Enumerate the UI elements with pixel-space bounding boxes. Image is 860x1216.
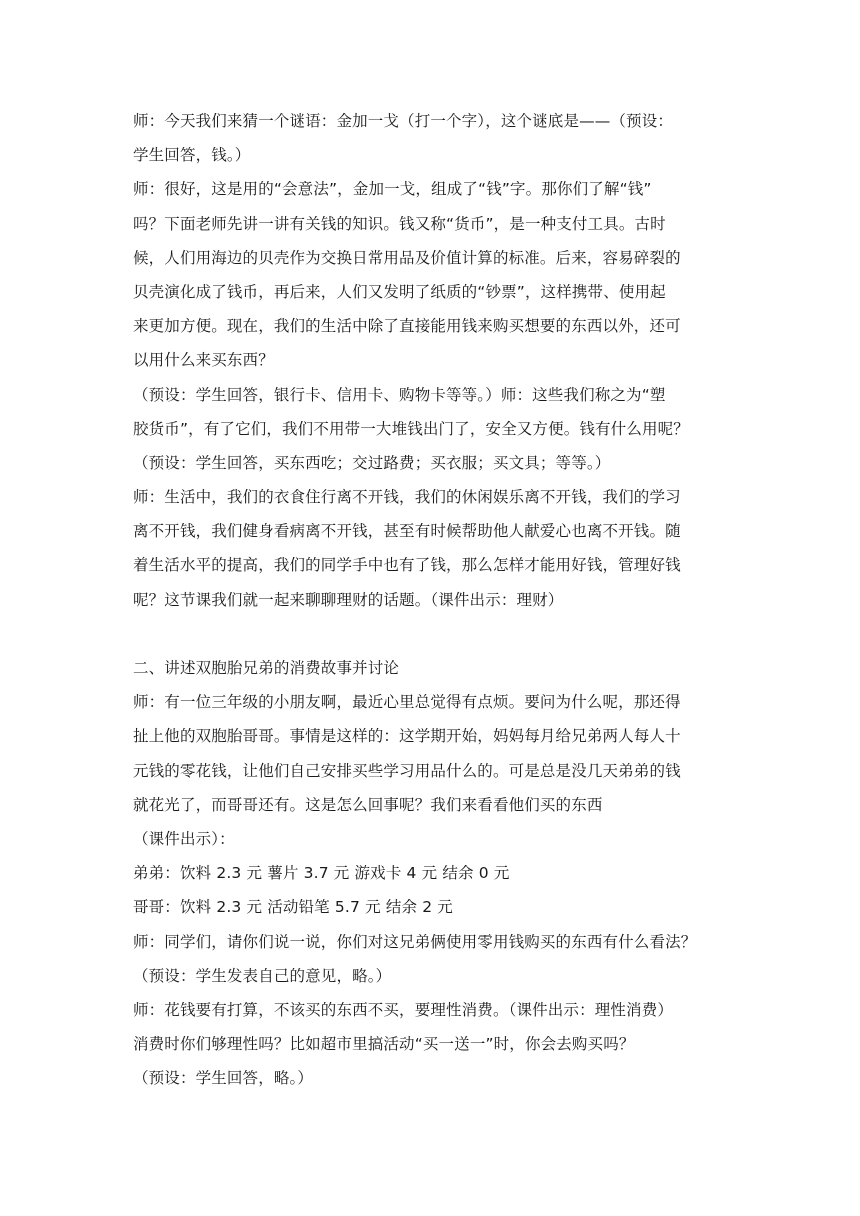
paragraph-line: 师：很好，这是用的“会意法”，金加一戈，组成了“钱”字。那你们了解“钱” <box>133 180 652 199</box>
paragraph-line: 师：有一位三年级的小朋友啊，最近心里总觉得有点烦。要问为什么呢，那还得 <box>133 693 681 712</box>
paragraph-line: 元钱的零花钱，让他们自己安排买些学习用品什么的。可是总是没几天弟弟的钱 <box>133 761 681 780</box>
paragraph-line: 哥哥：饮料 2.3 元 活动铅笔 5.7 元 结余 2 元 <box>133 898 453 917</box>
paragraph-line: 呢？这节课我们就一起来聊聊理财的话题。（课件出示：理财） <box>133 590 564 609</box>
paragraph-line: 胶货币”，有了它们，我们不用带一大堆钱出门了，安全又方便。钱有什么用呢？ <box>133 419 689 438</box>
paragraph-line: 师：花钱要有打算，不该买的东西不买，要理性消费。（课件出示：理性消费） <box>133 1000 674 1019</box>
paragraph-line: （预设：学生回答，银行卡、信用卡、购物卡等等。）师：这些我们称之为“塑 <box>133 385 666 404</box>
blank-line <box>133 617 733 651</box>
paragraph-line: （预设：学生回答，买东西吃；交过路费；买衣服；买文具；等等。） <box>133 453 611 472</box>
paragraph-line: 学生回答，钱。） <box>133 146 251 165</box>
paragraph-line: 以用什么来买东西？ <box>133 351 274 370</box>
paragraph-line: 扯上他的双胞胎哥哥。事情是这样的：这学期开始，妈妈每月给兄弟两人每人十 <box>133 727 681 746</box>
paragraph-line: 来更加方便。现在，我们的生活中除了直接能用钱来购买想要的东西以外，还可 <box>133 317 681 336</box>
document-page <box>133 104 733 1095</box>
paragraph-line: 候，人们用海边的贝壳作为交换日常用品及价值计算的标准。后来，容易碎裂的 <box>133 248 681 267</box>
paragraph-line: 离不开钱，我们健身看病离不开钱，甚至有时候帮助他人献爱心也离不开钱。随 <box>133 522 681 541</box>
paragraph-line: 就花光了，而哥哥还有。这是怎么回事呢？我们来看看他们买的东西 <box>133 795 603 814</box>
paragraph-line: （课件出示）： <box>133 829 235 848</box>
paragraph-line: 弟弟：饮料 2.3 元 薯片 3.7 元 游戏卡 4 元 结余 0 元 <box>133 864 510 883</box>
section-heading: 二、讲述双胞胎兄弟的消费故事并讨论 <box>133 659 400 677</box>
paragraph-line: 消费时你们够理性吗？比如超市里搞活动“买一送一”时，你会去购买吗？ <box>133 1035 635 1054</box>
paragraph-line: 贝壳演化成了钱币，再后来，人们又发明了纸质的“钞票”，这样携带、使用起 <box>133 282 666 301</box>
paragraph-line: 师：今天我们来猜一个谜语：金加一戈（打一个字），这个谜底是——（预设： <box>133 112 674 130</box>
paragraph-line: 师：同学们，请你们说一说，你们对这兄弟俩使用零用钱购买的东西有什么看法？ <box>133 932 697 951</box>
paragraph-line: 着生活水平的提高，我们的同学手中也有了钱，那么怎样才能用好钱，管理好钱 <box>133 556 681 575</box>
paragraph-line: 吗？下面老师先讲一讲有关钱的知识。钱又称“货币”，是一种支付工具。古时 <box>133 214 666 233</box>
paragraph-line: （预设：学生回答，略。） <box>133 1069 314 1088</box>
paragraph-line: （预设：学生发表自己的意见，略。） <box>133 966 392 985</box>
paragraph-line: 师：生活中，我们的衣食住行离不开钱，我们的休闲娱乐离不开钱，我们的学习 <box>133 488 681 507</box>
